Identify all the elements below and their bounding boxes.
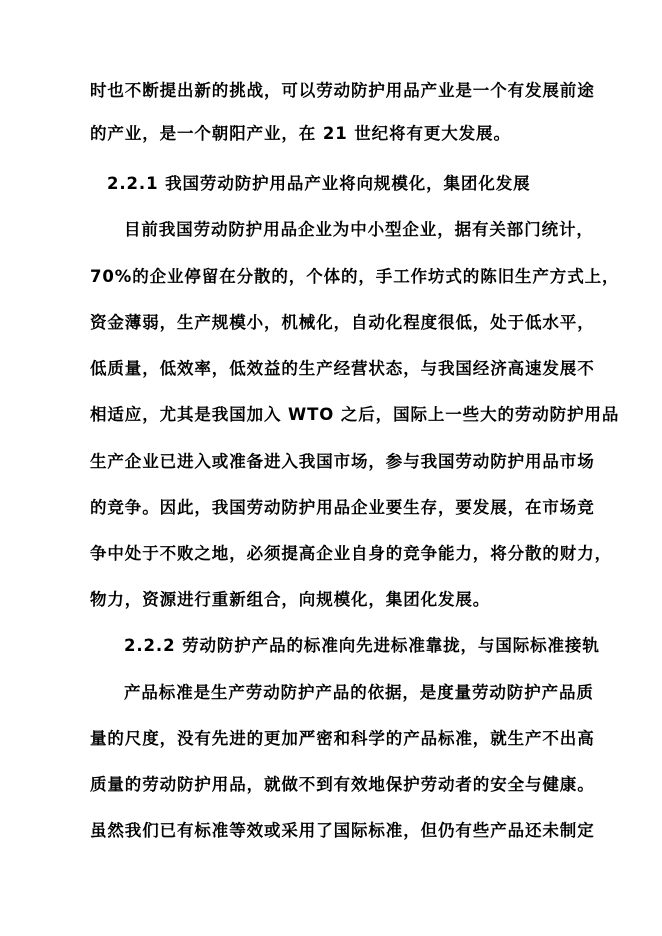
- text-line: 时也不断提出新的挑战，可以劳动防护用品产业是一个有发展前途: [90, 81, 595, 100]
- paragraph-line: 质量的劳动防护用品，就做不到有效地保护劳动者的安全与健康。: [90, 775, 595, 794]
- paragraph-line: 物力，资源进行重新组合，向规模化，集团化发展。: [90, 590, 491, 609]
- section-heading-2-2-2: 2.2.2 劳动防护产品的标准向先进标准靠拢，与国际标准接轨: [124, 636, 600, 655]
- paragraph-line: 产品标准是生产劳动防护产品的依据，是度量劳动防护产品质: [124, 683, 594, 702]
- paragraph-line: 资金薄弱，生产规模小，机械化，自动化程度很低，处于低水平，: [90, 313, 595, 332]
- text-line: 的产业，是一个朝阳产业，在 21 世纪将有更大发展。: [90, 124, 511, 143]
- paragraph-line: 争中处于不败之地，必须提高企业自身的竞争能力，将分散的财力，: [90, 544, 612, 563]
- paragraph-line: 的竞争。因此，我国劳动防护用品企业要生存，要发展，在市场竞: [90, 498, 595, 517]
- paragraph-line: 量的尺度，没有先进的更加严密和科学的产品标准，就生产不出高: [90, 729, 595, 748]
- section-heading-2-2-1: 2.2.1 我国劳动防护用品产业将向规模化，集团化发展: [107, 174, 531, 193]
- paragraph-line: 虽然我们已有标准等效或采用了国际标准，但仍有些产品还未制定: [90, 821, 595, 840]
- paragraph-line: 相适应，尤其是我国加入 WTO 之后，国际上一些大的劳动防护用品: [90, 405, 620, 424]
- paragraph-line: 70%的企业停留在分散的，个体的，手工作坊式的陈旧生产方式上，: [90, 267, 620, 286]
- paragraph-line: 目前我国劳动防护用品企业为中小型企业，据有关部门统计，: [124, 220, 594, 239]
- paragraph-line: 低质量，低效率，低效益的生产经营状态，与我国经济高速发展不: [90, 359, 595, 378]
- paragraph-line: 生产企业已进入或准备进入我国市场，参与我国劳动防护用品市场: [90, 452, 595, 471]
